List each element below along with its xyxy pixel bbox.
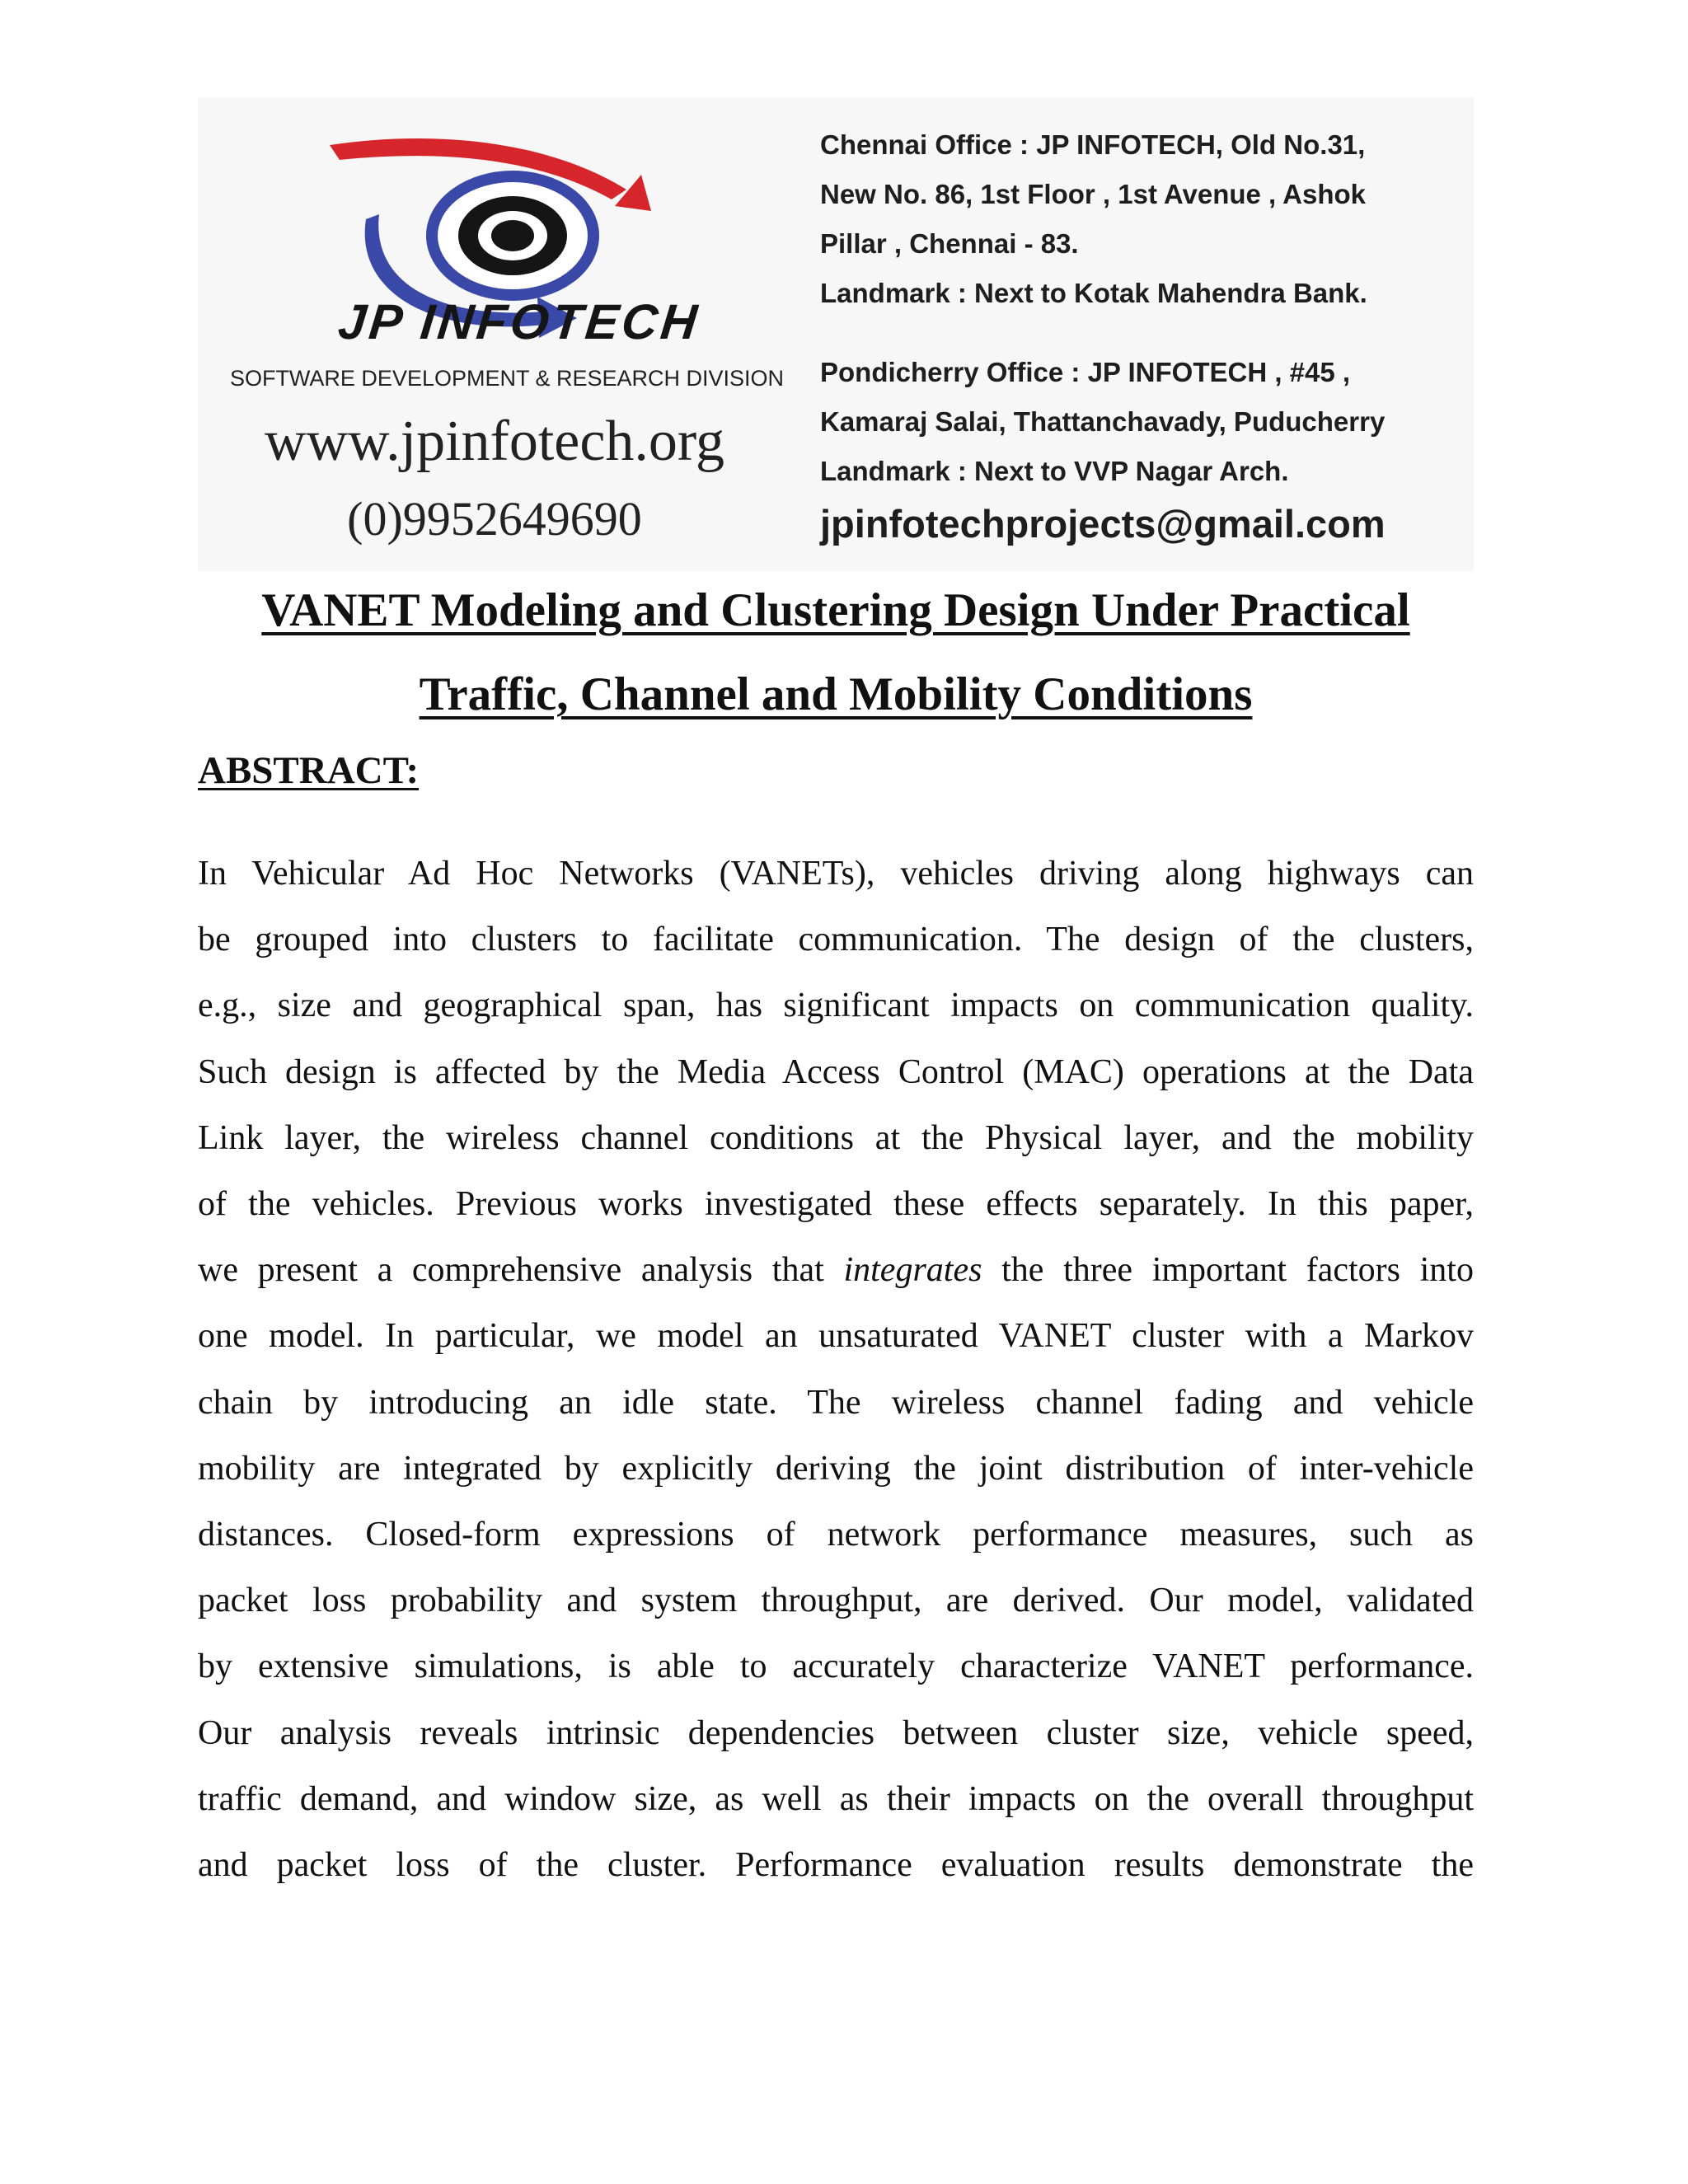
abstract-line: mobility are integrated by explicitly deriving the joint distribution of inter-vehicle	[198, 1449, 1474, 1488]
abstract-line: chain by introducing an idle state. The wireless channel fading and vehicle	[198, 1383, 1474, 1422]
abstract-line: Our analysis reveals intrinsic dependencies between cluster size, vehicle speed,	[198, 1713, 1474, 1752]
brand-tagline: SOFTWARE DEVELOPMENT & RESEARCH DIVISION	[229, 366, 785, 391]
abstract-line: packet loss probability and system throughput, are derived. Our model, validated	[198, 1582, 1474, 1620]
paper-title-line: VANET Modeling and Clustering Design Under Practical	[261, 584, 1410, 636]
chennai-landmark: Landmark : Next to Kotak Mahendra Bank.	[820, 278, 1367, 308]
abstract-line: distances. Closed-form expressions of network performance measures, such as	[198, 1516, 1474, 1554]
abstract-text: we present a comprehensive analysis that	[198, 1251, 844, 1290]
contact-email: jpinfotechprojects@gmail.com	[820, 502, 1386, 546]
abstract-line	[198, 1237, 1474, 1303]
paper-title	[198, 569, 1474, 737]
emphasis-text: integrates	[843, 1251, 982, 1290]
paper-title-line: Traffic, Channel and Mobility Conditions	[419, 668, 1253, 720]
pondicherry-landmark: Landmark : Next to VVP Nagar Arch.	[820, 456, 1289, 486]
website-url: www.jpinfotech.org	[265, 410, 724, 473]
abstract-line: one model. In particular, we model an unsaturated VANET cluster with a Markov	[198, 1317, 1474, 1356]
brand-name: JP INFOTECH	[335, 294, 703, 349]
header-banner	[198, 97, 1474, 571]
abstract-body	[198, 841, 1474, 1898]
abstract-text: the three important factors into	[982, 1251, 1474, 1290]
office-addresses	[820, 120, 1471, 496]
phone-number: (0)9952649690	[347, 492, 642, 546]
abstract-line: of the vehicles. Previous works investigated these effects separately. In this paper,	[198, 1185, 1474, 1224]
chennai-address-line: New No. 86, 1st Floor , 1st Avenue , Ashok	[820, 179, 1366, 209]
abstract-line: Such design is affected by the Media Access Control (MAC) operations at the Data	[198, 1052, 1474, 1091]
abstract-line: by extensive simulations, is able to accurately characterize VANET performance.	[198, 1647, 1474, 1686]
abstract-line: traffic demand, and window size, as well as their impacts on the overall throughput	[198, 1779, 1474, 1818]
logo-area	[198, 97, 791, 571]
abstract-line: In Vehicular Ad Hoc Networks (VANETs), vehicles driving along highways can	[198, 855, 1474, 893]
abstract-line: and packet loss of the cluster. Performance evaluation results demonstrate the	[198, 1846, 1474, 1885]
chennai-address-line: Chennai Office : JP INFOTECH, Old No.31,	[820, 129, 1366, 160]
pondicherry-address-line: Kamaraj Salai, Thattanchavady, Puducherry	[820, 406, 1386, 437]
pondicherry-address-line: Pondicherry Office : JP INFOTECH , #45 ,	[820, 357, 1351, 387]
abstract-heading: ABSTRACT:	[198, 749, 420, 792]
abstract-line: e.g., size and geographical span, has significant impacts on communication quality.	[198, 987, 1474, 1025]
chennai-address-line: Pillar , Chennai - 83.	[820, 228, 1079, 259]
abstract-line: be grouped into clusters to facilitate communication. The design of the clusters,	[198, 921, 1474, 959]
abstract-line: Link layer, the wireless channel conditions at the Physical layer, and the mobility	[198, 1118, 1474, 1157]
